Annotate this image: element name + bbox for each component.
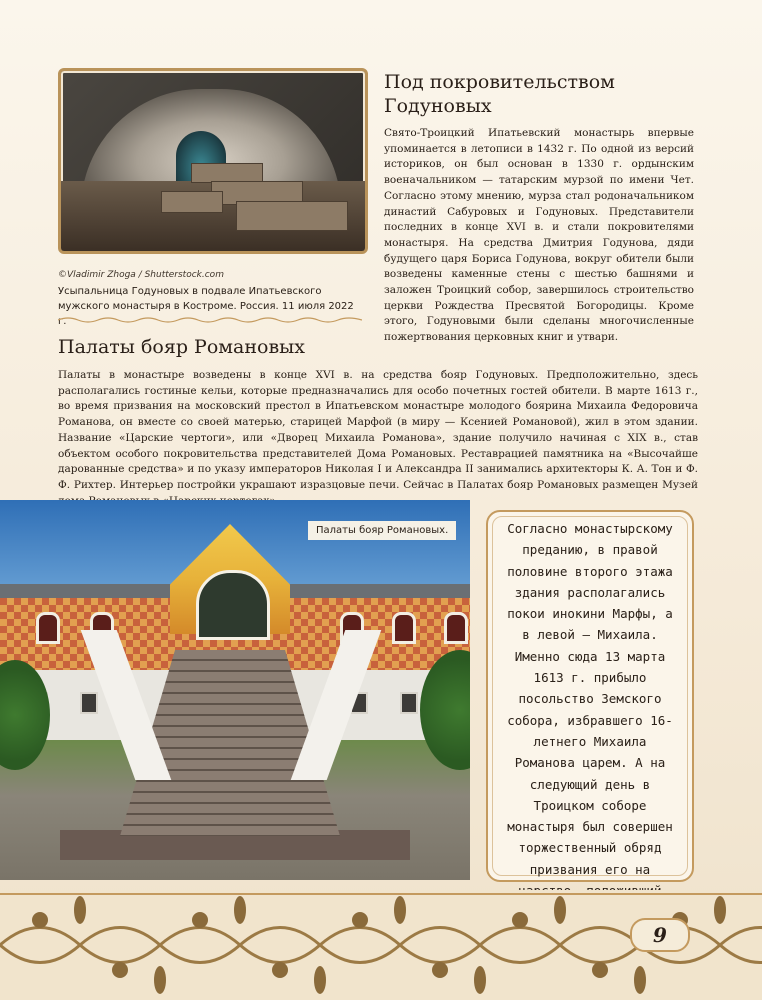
crypt-photo (58, 68, 368, 254)
section-body-romanov-chambers: Палаты в монастыре возведены в конце XVI в. на средства бояр Годуновых. Предположительно, здесь располагались гостиные кельи, которые предназначались для особо почетных гостей обители. В марте 1613 г., во время призвания на московский престол в Ипатьевском монастыре молодого боярина Михаила Федоровича Романова, он вместе со своей матерью, старицей Марфой (в миру — Ксенией Романовой), жил в этом здании. Название «Царские чертоги», или «Дворец Михаила Романова», здание получило начиная с XIX в., став объектом особого покровительства представителей Дома Романовых. Реставрацией памятника на «Высочайше дарованные средства» и по указу императоров Николая I и Александра II занимались архитекторы К. А. Тон и Ф. Ф. Рихтер. Интерьер постройки украшают изразцовые печи. Сейчас в Палатах бояр Романовых размещен Музей (58, 369, 698, 491)
page-number: 9 (630, 918, 690, 952)
romanov-chambers-photo (0, 500, 470, 880)
section-heading-godunovs: Под покровительством Годуновых (384, 71, 615, 117)
photo-credit: ©Vladimir Zhoga / Shutterstock.com (58, 270, 224, 280)
section-heading-romanov-chambers: Палаты бояр Романовых (58, 336, 305, 358)
photo-label: Палаты бояр Романовых. (308, 521, 456, 540)
caption-divider (58, 316, 362, 324)
section-body-godunovs: Свято-Троицкий Ипатьевский монастырь впервые упоминается в летописи в 1432 г. По одной из версий историков, он был основан в 1330 г. ордынским военачальником — татарским мурзой по имени Чет. Согласно этому мнению, мурза стал родоначальником династий Сабуровых и Годуновых. Представители последних в конце XVI в. и стали покровителями монастыря. На средства Дмитрия Годунова, дяди будущего царя Бориса Годунова, вокруг обители были возведены каменные стены с шестью башнями и заложен Троицкий собор, завершилось строительство церкви Рождества Пресвятой Богородицы. Кроме этого, Годуновыми были сделаны многочисленные пожертвования церковных книг и утвари. (384, 127, 694, 344)
sidebox-text: Согласно монастырскому преданию, в правой половине второго этажа здания располагались покои инокини Марфы, а в левой — Михаила. Именно сюда 13 марта 1613 г. прибыло посольство Земского собора, избравшего 16-летнего Михаила Романова царем. А на следующий день в Троицком соборе монастыря был совершен торжественный обряд призвания его на (507, 521, 673, 877)
photo-caption: Усыпальница Годуновых в подвале Ипатьевского мужского монастыря в Костроме. Россия. 11 июля 2022 г. (58, 286, 354, 327)
